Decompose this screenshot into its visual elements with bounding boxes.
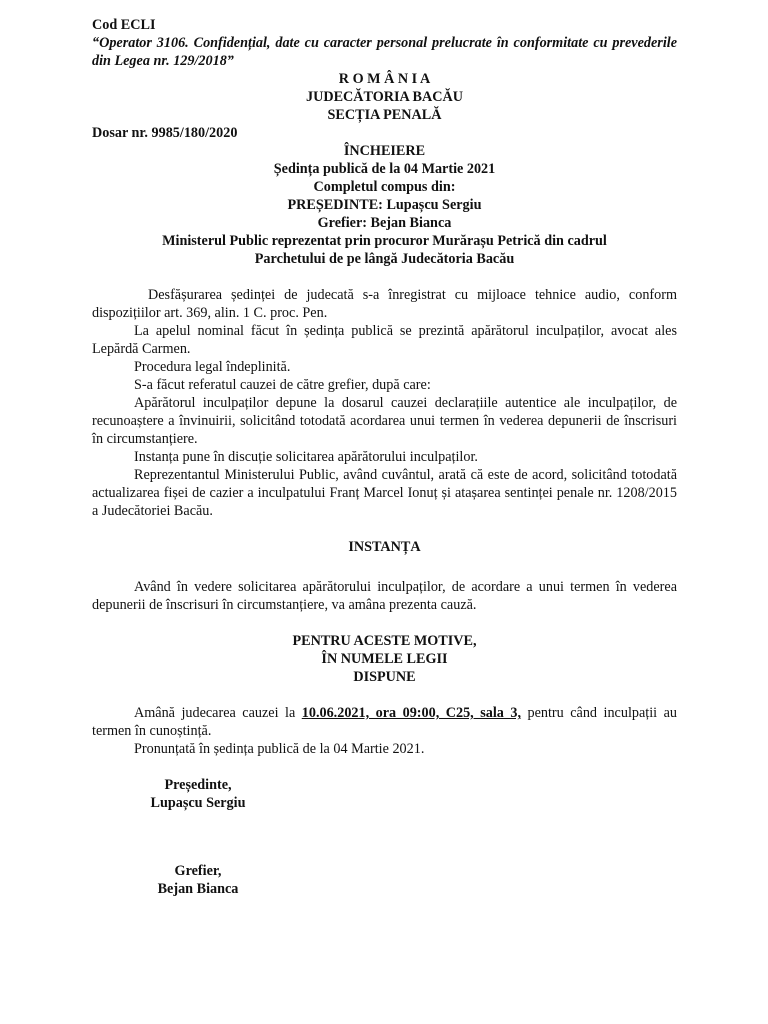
court-heading: INSTANȚA — [348, 539, 421, 555]
paragraph-report: S-a făcut referatul cauzei de către grefier, după care: — [134, 377, 431, 393]
country-name: R O M Â N I A — [338, 71, 431, 87]
disposition-text — [92, 704, 677, 740]
paragraph-procedure: Procedura legal îndeplinită. — [134, 359, 291, 375]
paragraph-prosecutor: Reprezentantul Ministerului Public, având cuvântul, arată că este de acord, solicitând totodată actualizarea fișei de cazier a inculpatului Franț Marcel Ionuț și atașarea sentinței penale nr. 1208/2015 a Judecătoriei Bacău. — [92, 467, 677, 519]
operator-note: “Operator 3106. Confidențial, date cu caracter personal prelucrate în conformitate cu prevederile din Legea nr. 129/2018” — [92, 35, 677, 69]
paragraph-recording: Desfășurarea ședinței de judecată s-a înregistrat cu mijloace tehnice audio, conform dispozițiilor art. 369, alin. 1 C. proc. Pen. — [92, 287, 677, 321]
court-section: SECȚIA PENALĂ — [327, 107, 442, 123]
document-page — [92, 16, 677, 898]
clerk-signature-role: Grefier, — [174, 863, 222, 879]
ecli-code: Cod ECLI — [92, 17, 156, 33]
paragraph-defense: Apărătorul inculpaților depune la dosarul cauzei declarațiile autentice ale inculpaților, de recunoaștere a învinuirii, solicitând totodată acordarea unui termen în vederea depunerii de înscrisuri în circumstanțiere. — [92, 395, 677, 447]
prosecutor-line-1: Ministerul Public reprezentat prin procuror Murărașu Petrică din cadrul — [162, 233, 607, 249]
president-signature-name: Lupașcu Sergiu — [150, 795, 246, 811]
disposition-text-after: pentru când inculpații au termen în cunoștință. — [92, 705, 677, 739]
paragraph-roll-call: La apelul nominal făcut în ședința publică se prezintă apărătorul inculpaților, avocat ales Lepărdă Carmen. — [92, 323, 677, 357]
disposition-heading-3: DISPUNE — [353, 669, 416, 685]
paragraph-discussion: Instanța pune în discuție solicitarea apărătorului inculpaților. — [134, 449, 478, 465]
disposition-heading-2: ÎN NUMELE LEGII — [321, 651, 448, 667]
pronounced-line: Pronunțată în ședința publică de la 04 Martie 2021. — [134, 741, 425, 757]
hearing-date: 10.06.2021, ora 09:00, C25, sala 3, — [301, 705, 522, 721]
clerk-signature-name: Bejan Bianca — [157, 881, 239, 897]
clerk-line: Grefier: Bejan Bianca — [317, 215, 452, 231]
court-name: JUDECĂTORIA BACĂU — [305, 89, 463, 105]
disposition-text-before: Amână judecarea cauzei la — [134, 705, 302, 721]
panel-label: Completul compus din: — [313, 179, 456, 195]
prosecutor-line-2: Parchetului de pe lângă Judecătoria Bacău — [254, 251, 515, 267]
president-signature-role: Președinte, — [164, 777, 232, 793]
disposition-heading-1: PENTRU ACESTE MOTIVE, — [292, 633, 477, 649]
court-reasoning: Având în vedere solicitarea apărătorului inculpaților, de acordare a unui termen în vederea depunerii de înscrisuri în circumstanțiere, va amâna prezenta cauză. — [92, 579, 677, 613]
session-date: Ședința publică de la 04 Martie 2021 — [273, 161, 496, 177]
president-line: PREȘEDINTE: Lupașcu Sergiu — [287, 197, 482, 213]
document-title: ÎNCHEIERE — [343, 143, 426, 159]
file-number: Dosar nr. 9985/180/2020 — [92, 125, 238, 141]
